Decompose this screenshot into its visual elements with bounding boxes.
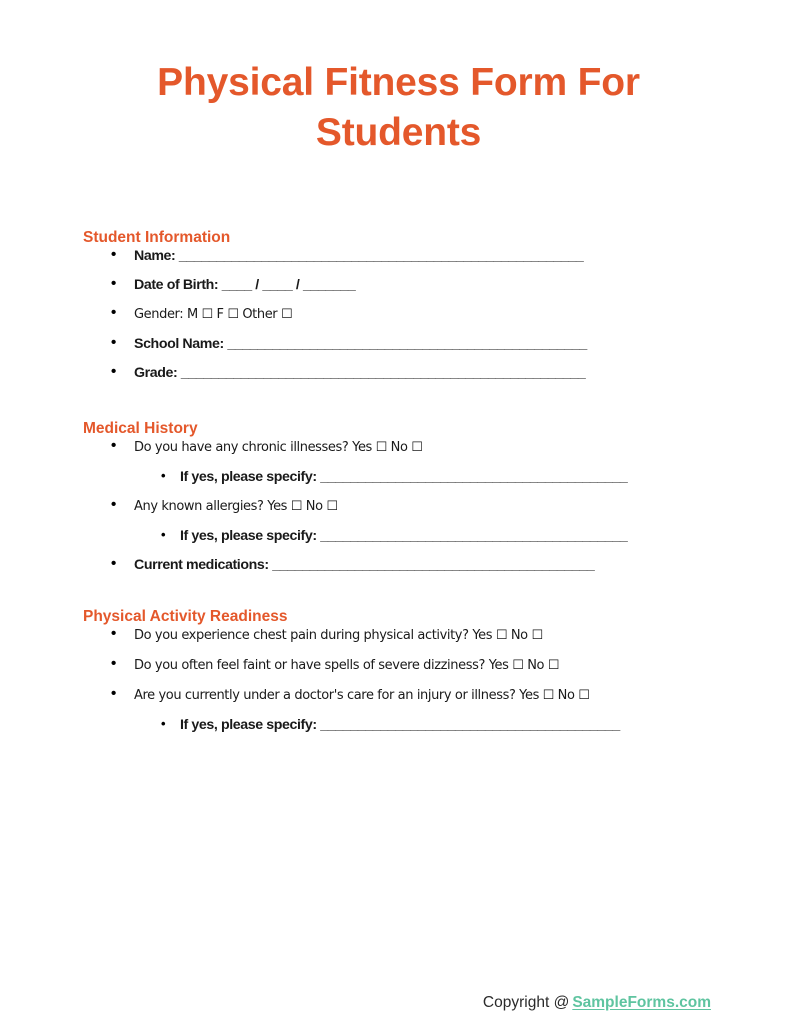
section-heading-medical-history: Medical History (83, 420, 198, 437)
list-item (83, 687, 737, 704)
field-doctors-care-specify: If yes, please specify: ________________________________________ (180, 717, 620, 733)
student-information-list (83, 248, 737, 381)
sublist-wrapper (83, 717, 737, 733)
list-item (83, 306, 737, 323)
field-school-name: School Name: ________________________________________________ (134, 336, 587, 352)
list-item (83, 627, 737, 644)
brand-link[interactable]: SampleForms.com (572, 994, 711, 1011)
field-faint-dizziness: Do you often feel faint or have spells of severe dizziness? Yes ☐ No ☐ (134, 658, 560, 673)
list-item (83, 439, 737, 456)
list-item (83, 365, 737, 381)
field-date-of-birth: Date of Birth: ____ / ____ / _______ (134, 277, 356, 293)
field-name: Name: ______________________________________________________ (134, 248, 584, 264)
list-item (83, 469, 737, 485)
list-item (83, 336, 737, 352)
list-item (83, 657, 737, 674)
field-chronic-illnesses-specify: If yes, please specify: _________________________________________ (180, 469, 628, 485)
field-current-medications: Current medications: ___________________________________________ (134, 557, 595, 573)
page-title: Physical Fitness Form For Students (157, 61, 640, 154)
list-item (83, 717, 737, 733)
doctors-care-sublist (83, 717, 737, 733)
field-doctors-care: Are you currently under a doctor's care for an injury or illness? Yes ☐ No ☐ (134, 688, 590, 703)
sublist-wrapper (83, 469, 737, 485)
section-student-information (0, 228, 797, 381)
list-item (83, 498, 737, 515)
field-allergies: Any known allergies? Yes ☐ No ☐ (134, 499, 338, 514)
field-chronic-illnesses: Do you have any chronic illnesses? Yes ☐ No ☐ (134, 440, 423, 455)
medical-history-list (83, 439, 737, 573)
allergies-sublist (83, 528, 737, 544)
sublist-wrapper (83, 528, 737, 544)
field-chest-pain: Do you experience chest pain during physical activity? Yes ☐ No ☐ (134, 628, 543, 643)
section-physical-activity-readiness (0, 607, 797, 733)
list-item (83, 248, 737, 264)
chronic-illnesses-sublist (83, 469, 737, 485)
list-item (83, 557, 737, 573)
list-item (83, 277, 737, 293)
section-heading-physical-activity-readiness: Physical Activity Readiness (83, 608, 288, 625)
physical-activity-readiness-list (83, 627, 737, 733)
section-heading-student-information: Student Information (83, 229, 231, 246)
field-allergies-specify: If yes, please specify: _________________________________________ (180, 528, 628, 544)
list-item (83, 528, 737, 544)
footer-copyright (483, 994, 711, 1012)
field-gender: Gender: M ☐ F ☐ Other ☐ (134, 307, 293, 322)
copyright-text: Copyright @ (482, 994, 570, 1011)
section-medical-history (0, 419, 797, 573)
field-grade: Grade: ______________________________________________________ (134, 365, 586, 381)
